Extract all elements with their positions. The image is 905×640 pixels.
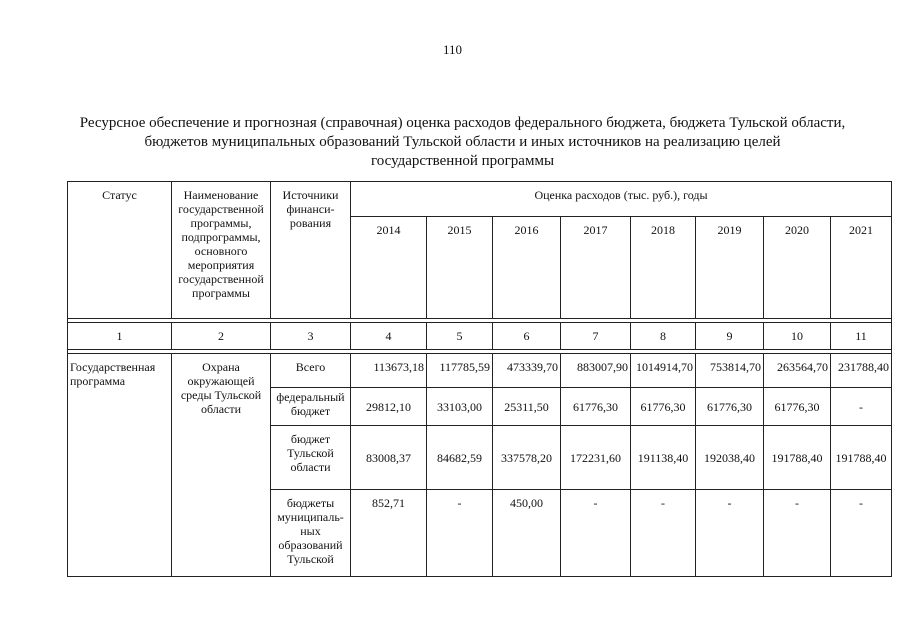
header-year: 2016 <box>493 217 561 319</box>
value-cell: 337578,20 <box>493 426 561 490</box>
value-cell: - <box>631 490 696 577</box>
header-year: 2018 <box>631 217 696 319</box>
value-cell: 231788,40 <box>831 354 892 388</box>
header-year: 2017 <box>561 217 631 319</box>
funding-source-line: федеральный <box>276 390 345 404</box>
header-status: Статус <box>68 182 172 319</box>
program-status <box>68 354 172 577</box>
column-number: 4 <box>351 323 427 350</box>
value-cell: - <box>831 388 892 426</box>
funding-source <box>271 388 351 426</box>
program-status-line: Государственная <box>70 360 156 374</box>
header-name-line: государственной <box>178 202 264 216</box>
title-line: бюджетов муниципальных образований Тульской области и иных источников на реализацию целей <box>144 134 781 150</box>
program-name-line: окружающей <box>187 374 255 388</box>
header-sources-line: рования <box>289 216 332 230</box>
header-sources-line: финанси- <box>286 202 335 216</box>
value-cell: 450,00 <box>493 490 561 577</box>
value-cell: 29812,10 <box>351 388 427 426</box>
value-cell: 191138,40 <box>631 426 696 490</box>
value-cell: - <box>831 490 892 577</box>
column-number: 8 <box>631 323 696 350</box>
value-cell: 883007,90 <box>561 354 631 388</box>
column-number: 10 <box>764 323 831 350</box>
program-name-line: области <box>200 402 242 416</box>
column-number: 1 <box>68 323 172 350</box>
header-name-line: мероприятия <box>187 258 255 272</box>
value-cell: 61776,30 <box>696 388 764 426</box>
header-name-line: основного <box>194 244 248 258</box>
header-name-line: Наименование <box>183 188 259 202</box>
value-cell: - <box>764 490 831 577</box>
column-number: 7 <box>561 323 631 350</box>
budget-table <box>67 181 892 577</box>
column-number: 5 <box>427 323 493 350</box>
value-cell: - <box>427 490 493 577</box>
column-number: 3 <box>271 323 351 350</box>
header-year: 2020 <box>764 217 831 319</box>
value-cell: 25311,50 <box>493 388 561 426</box>
funding-source: Всего <box>271 354 351 388</box>
funding-source <box>271 490 351 577</box>
header-name-line: программы, <box>190 216 252 230</box>
title-line: государственной программы <box>370 153 555 169</box>
value-cell: 113673,18 <box>351 354 427 388</box>
program-name-line: Охрана <box>202 360 240 374</box>
value-cell: 191788,40 <box>831 426 892 490</box>
header-year: 2019 <box>696 217 764 319</box>
funding-source-line: Тульской <box>287 446 334 460</box>
title-line: Ресурсное обеспечение и прогнозная (справочная) оценка расходов федерального бюджета, бюджета Тульской области, <box>79 115 846 131</box>
column-number: 9 <box>696 323 764 350</box>
value-cell: 852,71 <box>351 490 427 577</box>
value-cell: 84682,59 <box>427 426 493 490</box>
column-number: 11 <box>831 323 892 350</box>
value-cell: 83008,37 <box>351 426 427 490</box>
header-name-line: государственной <box>178 272 264 286</box>
funding-source-line: бюджет <box>290 432 331 446</box>
funding-source-line: бюджет <box>290 404 331 418</box>
program-status-line: программа <box>70 374 126 388</box>
value-cell: 753814,70 <box>696 354 764 388</box>
value-cell: - <box>696 490 764 577</box>
funding-source-line: бюджеты <box>286 496 335 510</box>
funding-source-line: области <box>290 460 331 474</box>
funding-source-line: образований <box>278 538 343 552</box>
value-cell: 117785,59 <box>427 354 493 388</box>
header-year: 2021 <box>831 217 892 319</box>
header-sources <box>271 182 351 319</box>
column-number: 2 <box>172 323 271 350</box>
value-cell: 61776,30 <box>764 388 831 426</box>
document-title <box>40 114 885 171</box>
column-number: 6 <box>493 323 561 350</box>
table-row <box>68 354 892 388</box>
value-cell: 33103,00 <box>427 388 493 426</box>
program-name-line: среды Тульской <box>180 388 262 402</box>
funding-source-line: Тульской <box>287 552 334 566</box>
value-cell: 473339,70 <box>493 354 561 388</box>
page-number: 110 <box>442 42 463 57</box>
funding-source <box>271 426 351 490</box>
value-cell: 192038,40 <box>696 426 764 490</box>
header-year: 2014 <box>351 217 427 319</box>
header-name-line: программы <box>192 286 250 300</box>
funding-source-line: ных <box>300 524 321 538</box>
value-cell: 61776,30 <box>631 388 696 426</box>
value-cell: 61776,30 <box>561 388 631 426</box>
funding-source-line: муниципаль- <box>277 510 344 524</box>
value-cell: 172231,60 <box>561 426 631 490</box>
value-cell: 263564,70 <box>764 354 831 388</box>
program-name <box>172 354 271 577</box>
value-cell: 191788,40 <box>764 426 831 490</box>
header-year: 2015 <box>427 217 493 319</box>
value-cell: 1014914,70 <box>631 354 696 388</box>
value-cell: - <box>561 490 631 577</box>
header-name <box>172 182 271 319</box>
header-sources-line: Источники <box>282 188 339 202</box>
header-name-line: подпрограммы, <box>181 230 261 244</box>
header-estimate: Оценка расходов (тыс. руб.), годы <box>351 182 892 217</box>
